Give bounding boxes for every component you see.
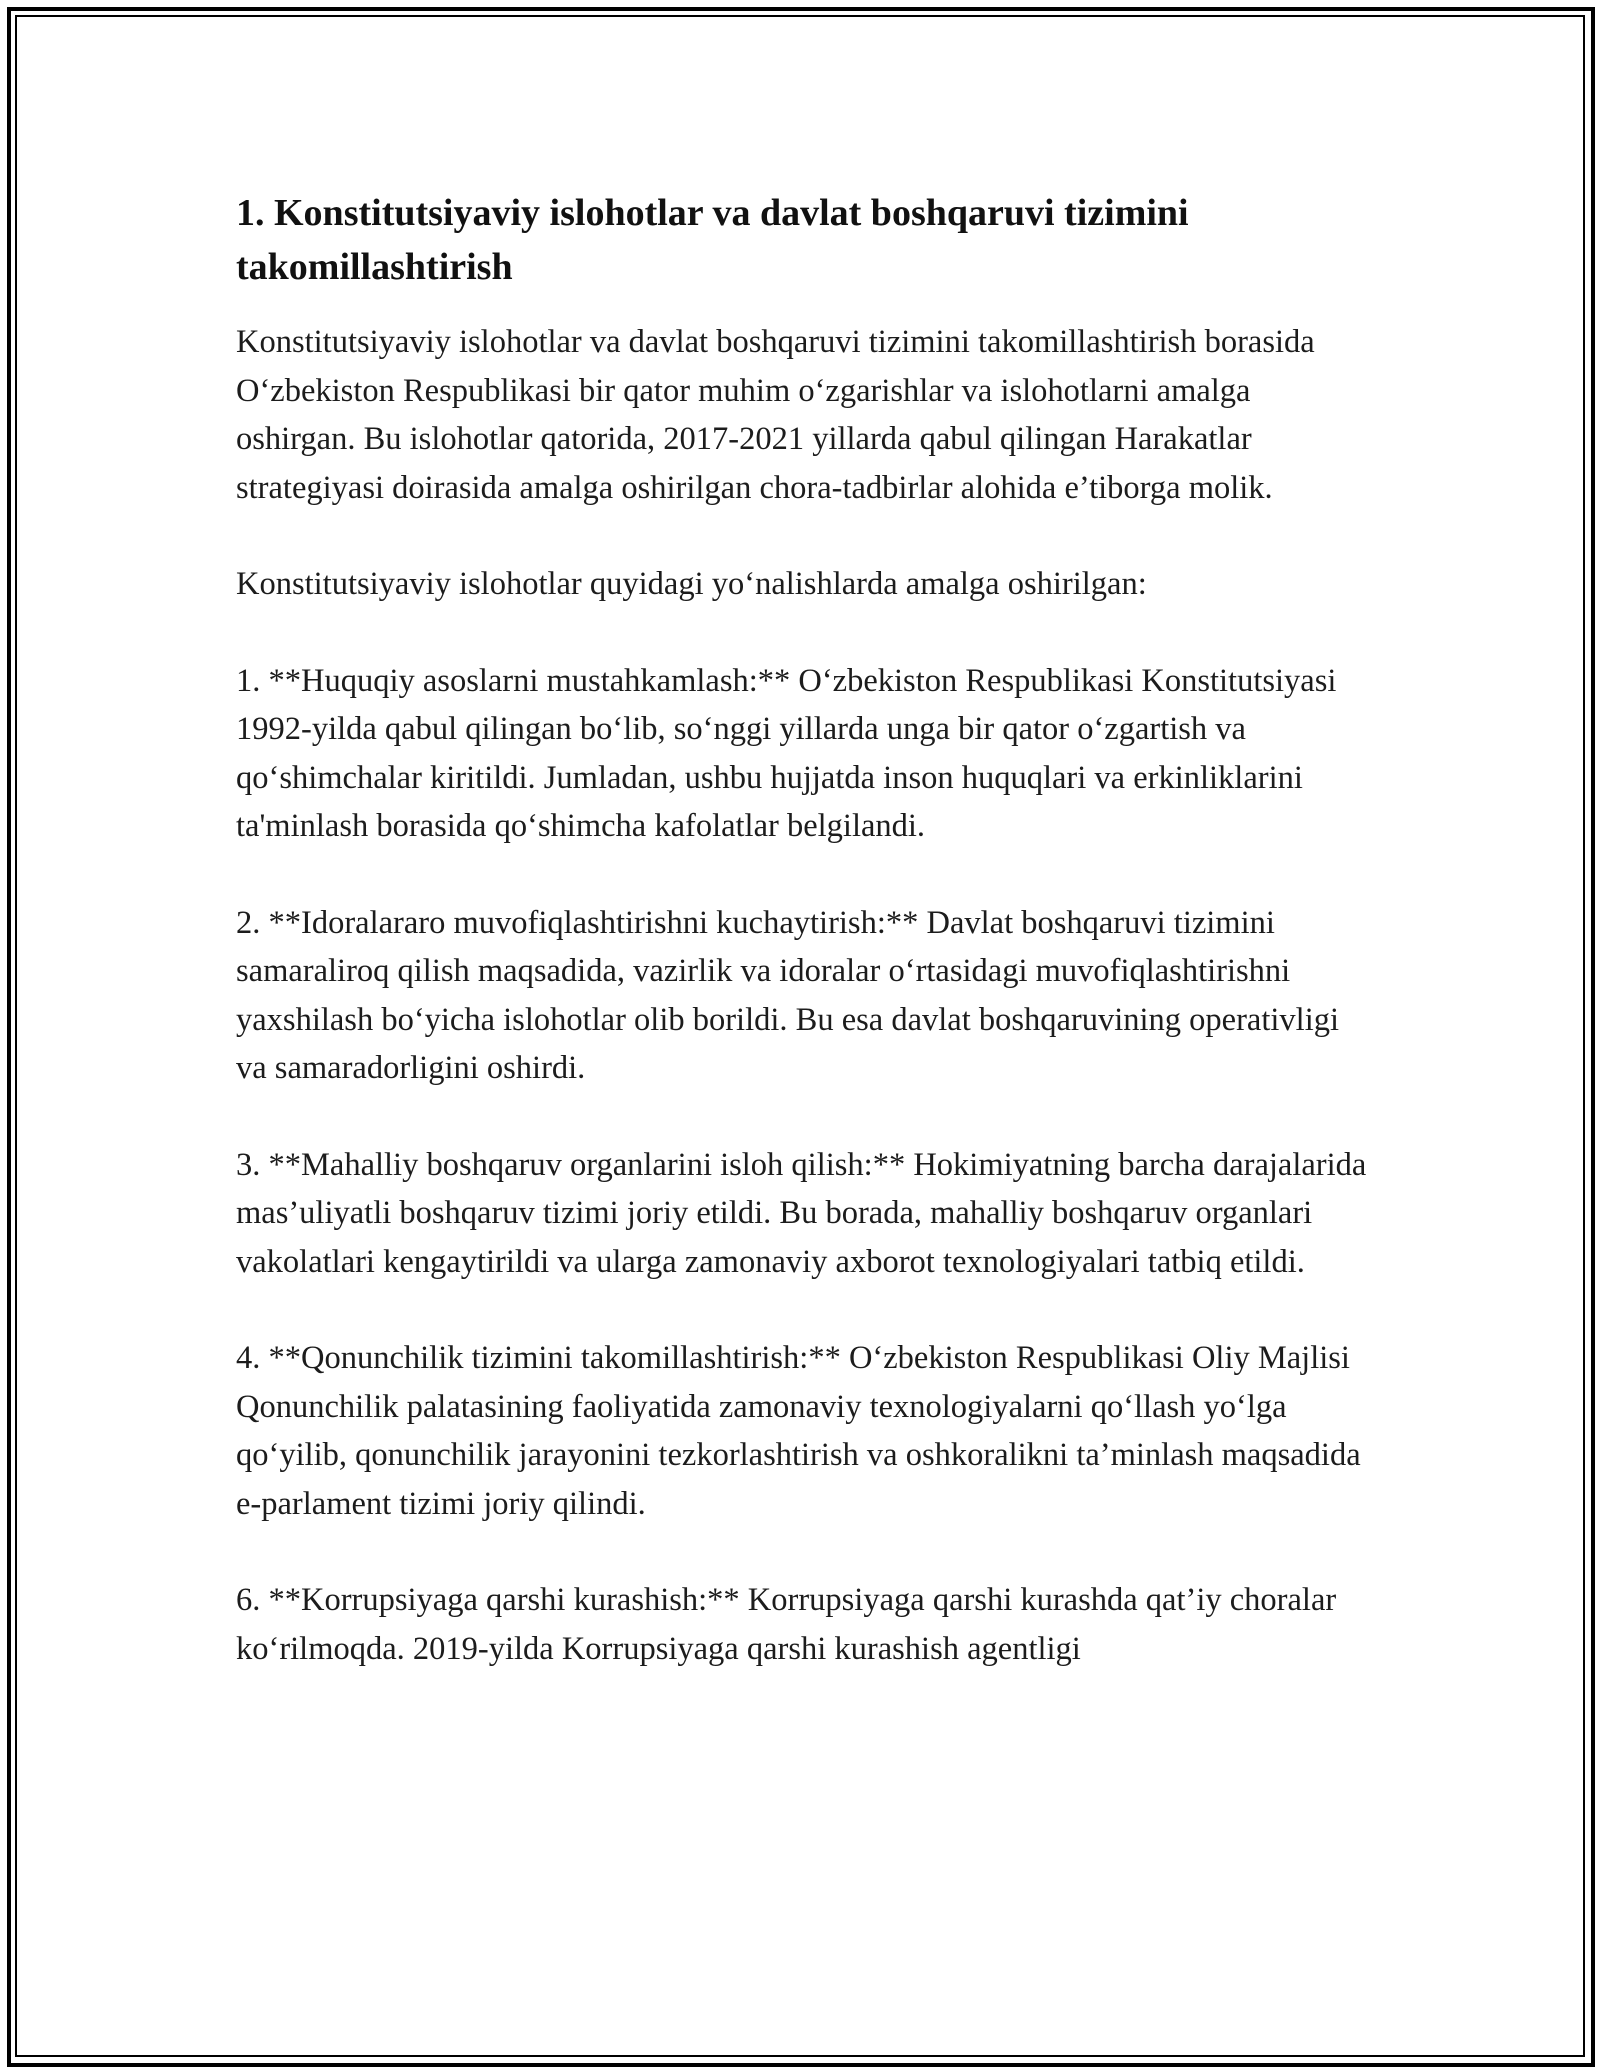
list-item-interagency-coordination: 2. **Idoralararo muvofiqlashtirishni kuchaytirish:** Davlat boshqaruvi tizimini samaraliroq qilish maqsadida, vazirlik va idoralar o‘rtasidagi muvofiqlashtirishni yaxshilash bo‘yicha islohotlar olib borildi. Bu esa davlat boshqaruvining operativligi va samaradorligini oshirdi. bbox=[236, 904, 1340, 1086]
section-heading: 1. Konstitutsiyaviy islohotlar va davlat boshqaruvi tizimini takomillashtirish bbox=[236, 192, 1189, 288]
intro-paragraph: Konstitutsiyaviy islohotlar va davlat boshqaruvi tizimini takomillashtirish borasida O‘zbekiston Respublikasi bir qator muhim o‘zgarishlar va islohotlarni amalga oshirgan. Bu islohotlar qatorida, 2017-2021 yillarda qabul qilingan Harakatlar strategiyasi doirasida amalga oshirilgan chora-tadbirlar alohida e’tiborga molik. bbox=[236, 324, 1315, 506]
list-item-legislative-system: 4. **Qonunchilik tizimini takomillashtirish:** O‘zbekiston Respublikasi Oliy Majlisi Qonunchilik palatasining faoliyatida zamonaviy texnologiyalarni qo‘llash yo‘lga qo‘yilib, qonunchilik jarayonini tezkorlashtirish va oshkoralikni ta’minlash maqsadida e-parlament tizimi joriy qilindi. bbox=[236, 1340, 1361, 1522]
list-item-anti-corruption: 6. **Korrupsiyaga qarshi kurashish:** Korrupsiyaga qarshi kurashda qat’iy choralar ko‘rilmoqda. 2019-yilda Korrupsiyaga qarshi kurashish agentligi bbox=[236, 1582, 1337, 1667]
directions-intro: Konstitutsiyaviy islohotlar quyidagi yo‘nalishlarda amalga oshirilgan: bbox=[236, 566, 1147, 602]
document-body bbox=[236, 186, 1376, 1721]
list-item-legal-foundations: 1. **Huquqiy asoslarni mustahkamlash:** O‘zbekiston Respublikasi Konstitutsiyasi 1992-yilda qabul qilingan bo‘lib, so‘nggi yillarda unga bir qator o‘zgartish va qo‘shimchalar kiritildi. Jumladan, ushbu hujjatda inson huquqlari va erkinliklarini ta'minlash borasida qo‘shimcha kafolatlar belgilandi. bbox=[236, 662, 1337, 844]
list-item-local-government-reform: 3. **Mahalliy boshqaruv organlarini isloh qilish:** Hokimiyatning barcha darajalarida mas’uliyatli boshqaruv tizimi joriy etildi. Bu borada, mahalliy boshqaruv organlari vakolatlari kengaytirildi va ularga zamonaviy axborot texnologiyalari tatbiq etildi. bbox=[236, 1146, 1367, 1280]
